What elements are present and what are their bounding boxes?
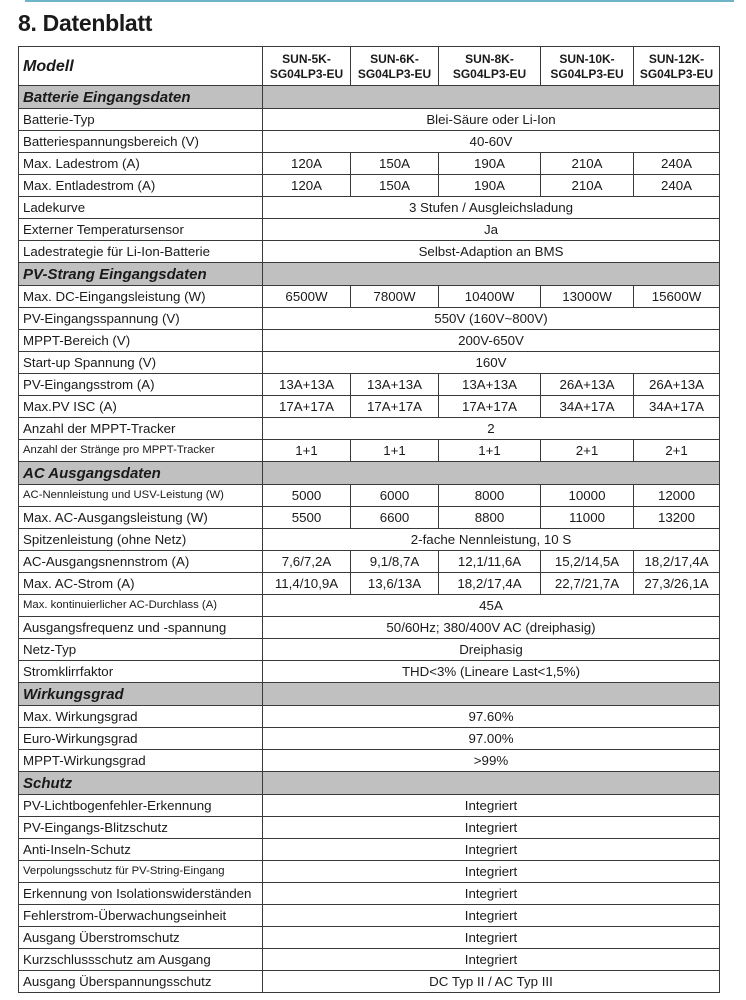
row-value: 210A	[541, 175, 634, 197]
row-label: Euro-Wirkungsgrad	[19, 728, 263, 750]
table-row	[19, 839, 720, 861]
model-name-line2: SG04LP3-EU	[452, 67, 527, 81]
table-row	[19, 639, 720, 661]
row-value: 11,4/10,9A	[263, 573, 351, 595]
table-row	[19, 927, 720, 949]
row-value: Integriert	[263, 795, 720, 817]
model-name-line2: SG04LP3-EU	[639, 67, 714, 81]
row-value: 13000W	[541, 286, 634, 308]
row-value: 2-fache Nennleistung, 10 S	[263, 529, 720, 551]
row-value: 34A+17A	[541, 396, 634, 418]
row-label: Ladekurve	[19, 197, 263, 219]
row-value: Dreiphasig	[263, 639, 720, 661]
table-row	[19, 817, 720, 839]
row-value: THD<3% (Lineare Last<1,5%)	[263, 661, 720, 683]
table-row	[19, 308, 720, 330]
table-row	[19, 728, 720, 750]
row-label: Max. Wirkungsgrad	[19, 706, 263, 728]
row-value: 190A	[439, 175, 541, 197]
table-row	[19, 861, 720, 883]
row-value: 160V	[263, 352, 720, 374]
section-title: AC Ausgangsdaten	[19, 462, 263, 485]
row-value: 240A	[634, 175, 720, 197]
row-label: AC-Nennleistung und USV-Leistung (W)	[19, 485, 263, 507]
table-row	[19, 485, 720, 507]
row-label: PV-Eingangs-Blitzschutz	[19, 817, 263, 839]
table-row	[19, 949, 720, 971]
section-title: Batterie Eingangsdaten	[19, 86, 263, 109]
section-title: PV-Strang Eingangsdaten	[19, 263, 263, 286]
row-value: Blei-Säure oder Li-Ion	[263, 109, 720, 131]
section-header-row	[19, 263, 720, 286]
datasheet-table	[18, 46, 720, 993]
table-row	[19, 617, 720, 639]
row-label: Kurzschlussschutz am Ausgang	[19, 949, 263, 971]
row-value: 190A	[439, 153, 541, 175]
page-title: 8. Datenblatt	[18, 10, 153, 36]
row-value: 18,2/17,4A	[439, 573, 541, 595]
row-label: Anzahl der MPPT-Tracker	[19, 418, 263, 440]
row-value: DC Typ II / AC Typ III	[263, 971, 720, 993]
model-column-header	[634, 47, 720, 86]
row-label: Batterie-Typ	[19, 109, 263, 131]
row-value: 1+1	[351, 440, 439, 462]
row-value: 2+1	[541, 440, 634, 462]
row-value: Selbst-Adaption an BMS	[263, 241, 720, 263]
section-header-row	[19, 683, 720, 706]
row-label: Ausgang Überspannungsschutz	[19, 971, 263, 993]
row-label: Max. kontinuierlicher AC-Durchlass (A)	[19, 595, 263, 617]
table-row	[19, 971, 720, 993]
row-label: Start-up Spannung (V)	[19, 352, 263, 374]
row-label: Max. AC-Strom (A)	[19, 573, 263, 595]
model-name-line2: SG04LP3-EU	[357, 67, 432, 81]
row-label: Max. AC-Ausgangsleistung (W)	[19, 507, 263, 529]
row-value: Integriert	[263, 883, 720, 905]
model-column-header	[541, 47, 634, 86]
model-column-header	[439, 47, 541, 86]
table-row	[19, 507, 720, 529]
table-row	[19, 109, 720, 131]
row-label: Batteriespannungsbereich (V)	[19, 131, 263, 153]
row-value: 240A	[634, 153, 720, 175]
model-name-line1: SUN-12K-	[648, 52, 705, 66]
row-value: 18,2/17,4A	[634, 551, 720, 573]
section-header-row	[19, 462, 720, 485]
section-header-fill	[263, 462, 720, 485]
table-row	[19, 551, 720, 573]
row-label: MPPT-Bereich (V)	[19, 330, 263, 352]
table-row	[19, 440, 720, 462]
row-value: 45A	[263, 595, 720, 617]
row-value: 210A	[541, 153, 634, 175]
row-label: Fehlerstrom-Überwachungseinheit	[19, 905, 263, 927]
row-value: 5500	[263, 507, 351, 529]
table-row	[19, 595, 720, 617]
row-value: 97.00%	[263, 728, 720, 750]
row-value: 5000	[263, 485, 351, 507]
table-row	[19, 197, 720, 219]
table-row	[19, 131, 720, 153]
table-header-row	[19, 47, 720, 86]
table-row	[19, 241, 720, 263]
model-name-line1: SUN-6K-	[370, 52, 419, 66]
row-label: PV-Eingangsstrom (A)	[19, 374, 263, 396]
top-accent-line	[25, 0, 734, 2]
model-column-header	[263, 47, 351, 86]
section-title: Schutz	[19, 772, 263, 795]
table-row	[19, 883, 720, 905]
row-value: 50/60Hz; 380/400V AC (dreiphasig)	[263, 617, 720, 639]
section-header-row	[19, 772, 720, 795]
row-value: 97.60%	[263, 706, 720, 728]
row-label: Anti-Inseln-Schutz	[19, 839, 263, 861]
row-value: 6500W	[263, 286, 351, 308]
row-label: Max.PV ISC (A)	[19, 396, 263, 418]
model-header-label: Modell	[19, 47, 263, 86]
row-value: >99%	[263, 750, 720, 772]
table-row	[19, 330, 720, 352]
row-value: 13A+13A	[439, 374, 541, 396]
table-row	[19, 153, 720, 175]
model-name-line1: SUN-10K-	[559, 52, 615, 66]
table-row	[19, 396, 720, 418]
row-label: Externer Temperatursensor	[19, 219, 263, 241]
row-value: 120A	[263, 175, 351, 197]
table-row	[19, 286, 720, 308]
model-name-line1: SUN-8K-	[465, 52, 514, 66]
row-value: 8000	[439, 485, 541, 507]
row-label: Max. Entladestrom (A)	[19, 175, 263, 197]
row-value: 26A+13A	[634, 374, 720, 396]
row-value: 12000	[634, 485, 720, 507]
row-value: 26A+13A	[541, 374, 634, 396]
row-value: 7,6/7,2A	[263, 551, 351, 573]
row-value: 150A	[351, 153, 439, 175]
row-value: 40-60V	[263, 131, 720, 153]
row-value: Integriert	[263, 861, 720, 883]
row-value: 150A	[351, 175, 439, 197]
row-value: 1+1	[263, 440, 351, 462]
row-label: Ausgangsfrequenz und -spannung	[19, 617, 263, 639]
table-row	[19, 661, 720, 683]
row-value: 27,3/26,1A	[634, 573, 720, 595]
section-header-fill	[263, 772, 720, 795]
section-header-fill	[263, 86, 720, 109]
row-label: Stromklirrfaktor	[19, 661, 263, 683]
row-value: Ja	[263, 219, 720, 241]
table-row	[19, 795, 720, 817]
row-label: Max. Ladestrom (A)	[19, 153, 263, 175]
row-value: 2+1	[634, 440, 720, 462]
section-header-row	[19, 86, 720, 109]
row-value: 22,7/21,7A	[541, 573, 634, 595]
row-value: 34A+17A	[634, 396, 720, 418]
row-label: PV-Lichtbogenfehler-Erkennung	[19, 795, 263, 817]
row-value: 13A+13A	[351, 374, 439, 396]
row-value: 7800W	[351, 286, 439, 308]
row-label: Anzahl der Stränge pro MPPT-Tracker	[19, 440, 263, 462]
row-value: 12,1/11,6A	[439, 551, 541, 573]
row-value: Integriert	[263, 905, 720, 927]
model-column-header	[351, 47, 439, 86]
section-header-fill	[263, 263, 720, 286]
row-value: 2	[263, 418, 720, 440]
row-value: 13A+13A	[263, 374, 351, 396]
row-value: Integriert	[263, 839, 720, 861]
table-row	[19, 352, 720, 374]
row-label: Netz-Typ	[19, 639, 263, 661]
row-value: 120A	[263, 153, 351, 175]
row-value: 11000	[541, 507, 634, 529]
row-value: 17A+17A	[351, 396, 439, 418]
row-value: 15,2/14,5A	[541, 551, 634, 573]
table-row	[19, 418, 720, 440]
table-row	[19, 706, 720, 728]
row-value: Integriert	[263, 927, 720, 949]
row-label: AC-Ausgangsnennstrom (A)	[19, 551, 263, 573]
row-value: 6600	[351, 507, 439, 529]
row-value: Integriert	[263, 949, 720, 971]
row-value: 6000	[351, 485, 439, 507]
row-value: 13,6/13A	[351, 573, 439, 595]
row-value: 17A+17A	[263, 396, 351, 418]
table-row	[19, 750, 720, 772]
row-value: 10400W	[439, 286, 541, 308]
table-row	[19, 219, 720, 241]
row-label: PV-Eingangsspannung (V)	[19, 308, 263, 330]
row-value: 3 Stufen / Ausgleichsladung	[263, 197, 720, 219]
row-value: 13200	[634, 507, 720, 529]
row-value: 550V (160V~800V)	[263, 308, 720, 330]
section-title: Wirkungsgrad	[19, 683, 263, 706]
table-row	[19, 573, 720, 595]
table-row	[19, 374, 720, 396]
row-label: Ausgang Überstromschutz	[19, 927, 263, 949]
row-value: 200V-650V	[263, 330, 720, 352]
row-label: Ladestrategie für Li-Ion-Batterie	[19, 241, 263, 263]
row-value: Integriert	[263, 817, 720, 839]
row-label: Spitzenleistung (ohne Netz)	[19, 529, 263, 551]
model-name-line2: SG04LP3-EU	[550, 67, 624, 81]
row-value: 10000	[541, 485, 634, 507]
row-label: Erkennung von Isolationswiderständen	[19, 883, 263, 905]
model-name-line2: SG04LP3-EU	[269, 67, 344, 81]
row-label: Verpolungsschutz für PV-String-Eingang	[19, 861, 263, 883]
row-value: 9,1/8,7A	[351, 551, 439, 573]
section-header-fill	[263, 683, 720, 706]
model-name-line1: SUN-5K-	[282, 52, 331, 66]
row-value: 1+1	[439, 440, 541, 462]
table-row	[19, 175, 720, 197]
row-label: MPPT-Wirkungsgrad	[19, 750, 263, 772]
row-label: Max. DC-Eingangsleistung (W)	[19, 286, 263, 308]
row-value: 17A+17A	[439, 396, 541, 418]
table-row	[19, 905, 720, 927]
table-row	[19, 529, 720, 551]
row-value: 8800	[439, 507, 541, 529]
row-value: 15600W	[634, 286, 720, 308]
